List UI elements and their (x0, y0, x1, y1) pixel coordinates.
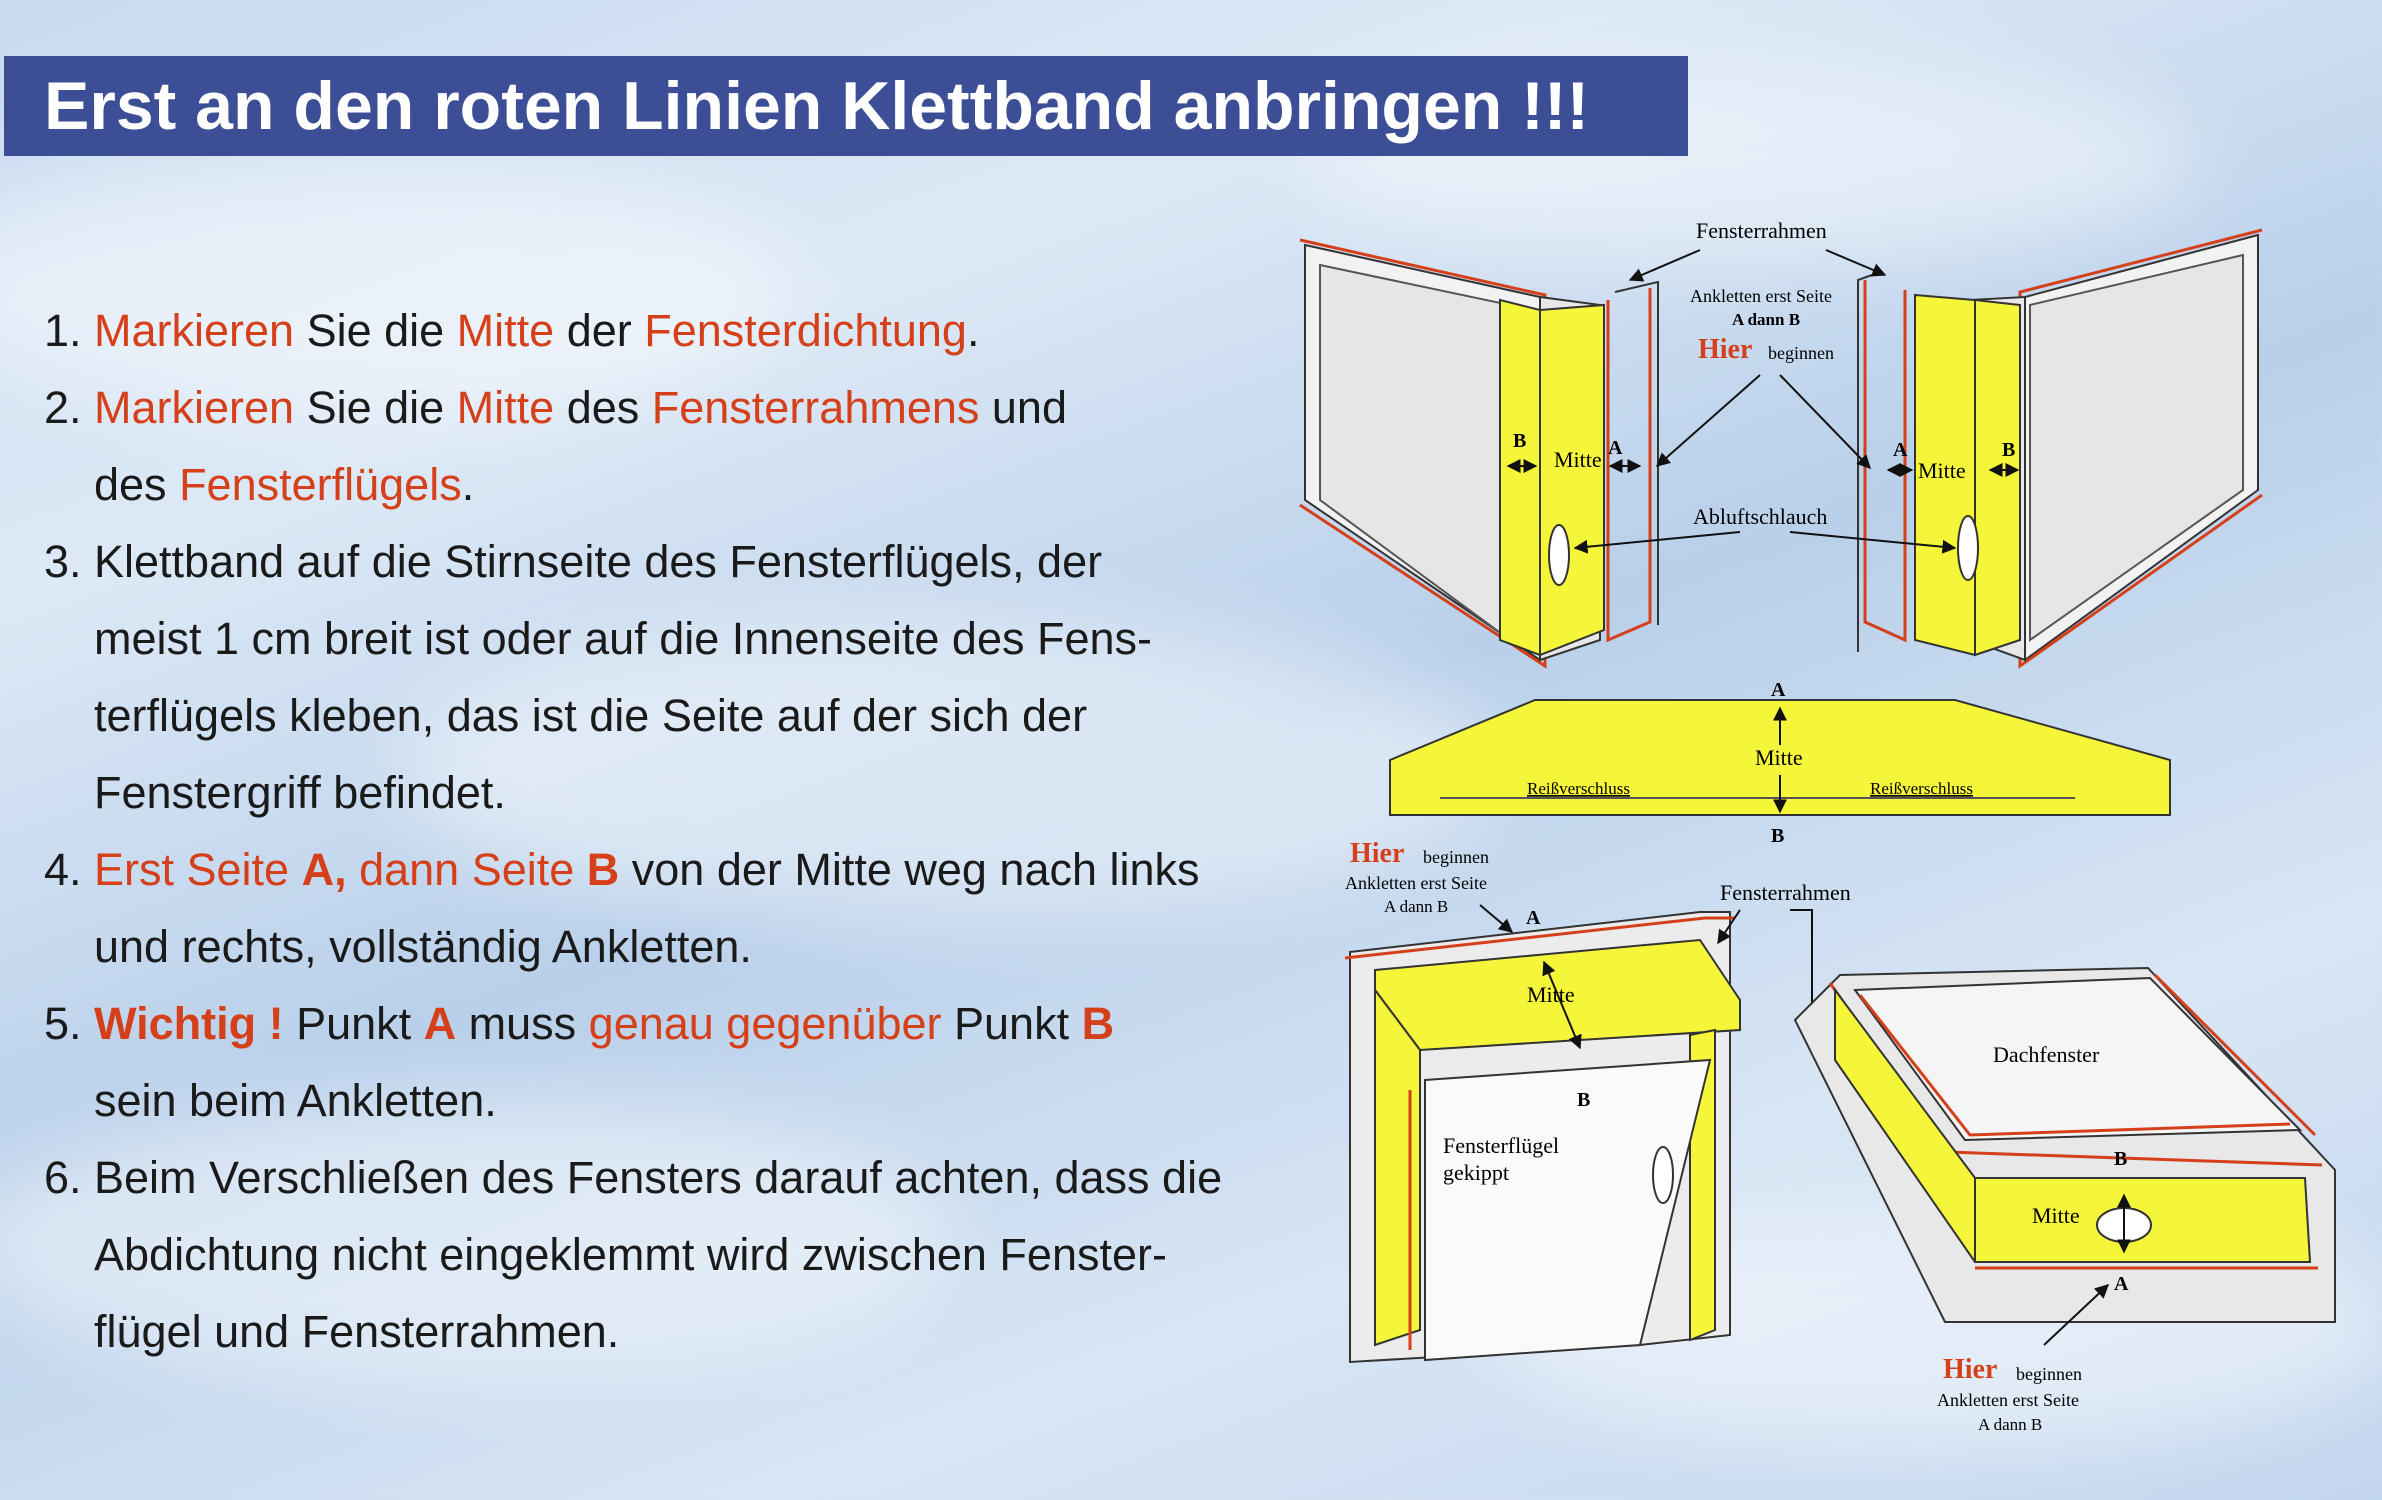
step-3-cont: terflügels kleben, das ist die Seite auf der sich der (94, 690, 1088, 741)
step-number: 2. (44, 382, 82, 433)
label-b: B (1771, 825, 1785, 847)
label-beginnen: beginnen (1768, 343, 1834, 363)
label-a: A (1608, 437, 1623, 459)
step-text-red: Fensterflügels (179, 459, 462, 510)
label-reissverschluss: Reißverschluss (1527, 779, 1630, 798)
label-b: B (2114, 1148, 2128, 1170)
label-b: B (1513, 430, 1527, 452)
label-beginnen: beginnen (1423, 847, 1489, 867)
exhaust-hose-opening (1958, 516, 1978, 580)
step-text: Sie die (294, 305, 457, 356)
label-mitte: Mitte (2032, 1203, 2080, 1228)
step-text-red-bold: B (586, 844, 620, 895)
step-text-red: Fensterrahmens (651, 382, 980, 433)
step-1 (44, 292, 1244, 369)
label-fensterrahmen: Fensterrahmen (1720, 880, 1851, 905)
arrow-to-frame (1630, 250, 1700, 280)
label-gekippt: gekippt (1443, 1160, 1509, 1185)
left-sash-pane (1320, 265, 1510, 640)
right-window-illustration (1858, 230, 2262, 666)
label-hier: Hier (1350, 838, 1405, 869)
step-5 (44, 985, 1244, 1062)
step-text: . (966, 305, 980, 356)
step-text-red-bold: Wichtig ! (94, 998, 284, 1049)
label-mitte: Mitte (1918, 458, 1966, 483)
instruction-list (44, 292, 1244, 1370)
step-text-red-bold: A (423, 998, 457, 1049)
label-a-dann-b: A dann B (1732, 310, 1801, 329)
label-fensterfluegel: Fensterflügel (1443, 1133, 1560, 1158)
step-text: von der Mitte weg nach links (619, 844, 1200, 895)
left-window-illustration (1300, 240, 1658, 666)
step-4 (44, 831, 1244, 908)
label-dachfenster: Dachfenster (1993, 1042, 2100, 1067)
step-6 (44, 1139, 1244, 1216)
label-mitte: Mitte (1527, 982, 1575, 1007)
step-text-red-bold: A, (301, 844, 347, 895)
step-text: der (554, 305, 645, 356)
label-a: A (1893, 439, 1908, 461)
roof-window-illustration (1795, 968, 2335, 1434)
left-red-line (1608, 288, 1650, 640)
label-a-dann-b: A dann B (1978, 1415, 2043, 1434)
step-number: 3. (44, 536, 82, 587)
page-title: Erst an den roten Linien Klettband anbringen !!! (4, 56, 1688, 156)
step-4-cont: und rechts, vollständig Ankletten. (94, 921, 752, 972)
step-number: 1. (44, 305, 82, 356)
step-text-red: Markieren (94, 305, 295, 356)
label-ankletten: Ankletten erst Seite (1345, 873, 1487, 893)
label-beginnen: beginnen (2016, 1364, 2082, 1384)
step-3 (44, 523, 1244, 600)
label-b: B (2002, 439, 2016, 461)
label-b: B (1577, 1089, 1591, 1111)
label-hier: Hier (1943, 1354, 1998, 1385)
step-text-red: Mitte (456, 382, 555, 433)
step-text-red: Mitte (456, 305, 555, 356)
step-text-red: Markieren (94, 382, 295, 433)
step-text-red: genau gegenüber (588, 998, 942, 1049)
step-text: . (461, 459, 475, 510)
step-text-red: Fensterdichtung (644, 305, 967, 356)
label-fensterrahmen: Fensterrahmen (1696, 218, 1827, 243)
step-2-cont (44, 446, 1244, 523)
step-text: und (979, 382, 1067, 433)
step-text: Sie die (294, 382, 457, 433)
label-a: A (1526, 907, 1541, 929)
label-a: A (1771, 679, 1786, 701)
label-ankletten: Ankletten erst Seite (1690, 286, 1832, 306)
label-a: A (2114, 1273, 2129, 1295)
step-text: Punkt (283, 998, 424, 1049)
step-text: des (554, 382, 652, 433)
label-a-dann-b: A dann B (1384, 897, 1449, 916)
step-text: des (94, 459, 180, 510)
seal-strip-illustration (1390, 679, 2170, 847)
arrow-to-frame (1826, 250, 1885, 275)
step-number: 6. (44, 1152, 82, 1203)
left-tape-edge (1500, 300, 1540, 655)
label-hier: Hier (1698, 334, 1753, 365)
top-annotations (1575, 218, 1955, 548)
arrow-start-right (1780, 375, 1870, 468)
arrow-to-a (1480, 905, 1512, 932)
step-3-cont: Fenstergriff befindet. (94, 767, 506, 818)
step-5-cont: sein beim Ankletten. (94, 1075, 497, 1126)
step-number: 5. (44, 998, 82, 1049)
installation-diagram (1290, 200, 2382, 1460)
tape-left (1375, 990, 1420, 1345)
right-tape-edge (1975, 300, 2020, 655)
left-tape-front (1540, 305, 1604, 655)
step-text: muss (456, 998, 589, 1049)
step-text: Beim Verschließen des Fensters darauf achten, dass die (94, 1152, 1223, 1203)
label-ankletten: Ankletten erst Seite (1937, 1390, 2079, 1410)
step-number: 4. (44, 844, 82, 895)
step-2 (44, 369, 1244, 446)
arrow-start-left (1657, 375, 1760, 466)
label-reissverschluss: Reißverschluss (1870, 779, 1973, 798)
step-text-red: dann Seite (346, 844, 587, 895)
step-text: Klettband auf die Stirnseite des Fensterflügels, der (94, 536, 1103, 587)
step-3-cont: meist 1 cm breit ist oder auf die Innenseite des Fens- (94, 613, 1153, 664)
exhaust-hose-opening (1549, 525, 1569, 585)
label-mitte: Mitte (1554, 447, 1602, 472)
label-mitte: Mitte (1755, 745, 1803, 770)
tilted-window-illustration (1345, 838, 1851, 1362)
step-text-red-bold: B (1081, 998, 1115, 1049)
exhaust-hose-opening (1653, 1147, 1673, 1203)
step-6-cont: Abdichtung nicht eingeklemmt wird zwischen Fenster- (94, 1229, 1167, 1280)
step-text: Punkt (941, 998, 1082, 1049)
step-6-cont: flügel und Fensterrahmen. (94, 1306, 620, 1357)
label-abluftschlauch: Abluftschlauch (1693, 504, 1828, 529)
step-text-red: Erst Seite (94, 844, 302, 895)
